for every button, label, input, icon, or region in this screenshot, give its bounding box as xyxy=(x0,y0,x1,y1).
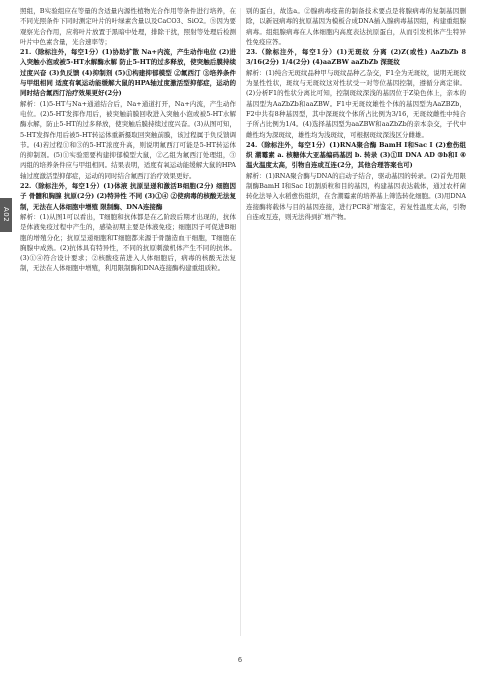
right-column xyxy=(246,6,466,638)
paragraph: 照组，B实验组应在等量的含适量内源性植物光合作用等条件进行培养，在不同光照条件下同时测定叶片的叶绿素含量以及CaCO3、SiO2。⑤因为要观察光合作用，应将叶片放置于黑暗中处理，排除干扰，照射等处理后检测叶片中色素含量，光合速率等； xyxy=(20,7,236,46)
question-24-explanation: 解析：(1)RNA聚合酶与DNA的启动子结合，驱动基因的转录。(2)首先用限制酶BamH Ⅰ和Sac Ⅰ切割质粒和目的基因，构建基因表达载体，通过农杆菌转化法导入水稻愈伤组织，在含潮霉素的培养基上筛选转化细胞。(3)用DNA连接酶将载体与目的基因连接，进行PCR扩增鉴定，若复性温度太高，引物自连或互连，则无法得到扩增产物。 xyxy=(246,171,466,221)
question-24-answer: 24.（除标注外，每空1分）(1)RNA聚合酶 BamH Ⅰ和Sac Ⅰ (2)愈伤组织 潮霉素 a. 核糖体大亚基编码基因 b. 转录 (3)①Ⅱ DNA AD ③b和Ⅰ ④温火温度太高，引物自连或互连(2分，其他合理答案也可) xyxy=(246,140,466,170)
question-22-answer: 22.（除标注外，每空1分）(1)体液 抗原呈递和激活B细胞(2分) 细胞因子 骨髓和胸腺 抗原(2分) (2)特异性 不同 (3)①④ ②使病毒的核酸无法复制，无法在人体细胞中增殖 限制酶、DNA连接酶 xyxy=(20,182,236,211)
question-23-answer: 23.（除标注外，每空1分）(1)无斑纹 分离 (2)Z(或性) AaZbZb 8 3/16(2分) 1/4(2分) (4)aaZBW aaZbZb 深斑纹 xyxy=(246,48,466,67)
left-column xyxy=(20,6,236,638)
question-21-answer: 21.（除标注外，每空1分）(1)协助扩散 Na+内流，产生动作电位 (2)进入突触小泡或被5-HT水解酶水解 防止5-HT的过多释放，使突触后膜持续过度兴奋 (3)负反馈 (4)抑制剂 (5)①构建抑郁模型 ②氟西汀 ③培养条件与甲组相同 适度有氧运动能缓解大鼠的HPA轴过度激活型抑郁症，运动的同时结合氟西汀治疗效果更好(2分) xyxy=(20,48,236,98)
question-22-explanation: 解析：(1)从图1可以看出，T细胞和抗体都是在乙阶段后期才出现的，抗体是体液免疫过程中产生的，感染初期主要是体液免疫；细胞因子可促进B细胞的增殖分化；抗原呈递细胞和T细胞都来源于骨髓造血干细胞，T细胞在胸腺中成熟。(2)抗体具有特异性，不同的抗原刺激机体产生不同的抗体。(3)①④符合设计要求；②核酸疫苗进入人体细胞后，病毒的核酸无法复制，无法在人体细胞中增殖，利用限制酶和DNA连接酶构建重组质粒。 xyxy=(20,212,236,273)
question-23-explanation: 解析：(1)纯合无斑纹品种甲与斑纹品种乙杂交，F1全为无斑纹，说明无斑纹为显性性状，斑纹与无斑纹这对性状受一对等位基因控制，遵循分离定律。(2)分析F1的性状分离比可知，控制斑纹深浅的基因位于Z染色体上，亲本的基因型为AaZbZb和aaZBW。F1中无斑纹雄性个体的基因型为AaZBZb，F2中共有8种基因型，其中深斑纹个体所占比例为3/16，无斑纹雌性中纯合子所占比例为1/4。(4)选择基因型为aaZBW和aaZbZb的亲本杂交，子代中雌性均为深斑纹，雄性均为浅斑纹，可根据斑纹深浅区分雌雄。 xyxy=(246,68,466,139)
paragraph: 别的蛋白，故选a。②腺病毒疫苗的制备技术要点是将腺病毒的复制基因删除，以新冠病毒的抗原基因为模板合成DNA插入腺病毒基因组，构建重组腺病毒。组组腺病毒在人体细胞内高度表达抗原蛋白，从而引发机体产生特异性免疫应答。 xyxy=(246,7,466,46)
column-divider xyxy=(240,8,241,636)
page-number: 6 xyxy=(237,656,243,664)
section-side-tab: A02 xyxy=(0,198,12,232)
question-21-explanation: 解析：(1)5-HT与Na+通道结合后，Na+通道打开，Na+内流，产生动作电位。(2)5-HT发挥作用后，被突触前膜回收进入突触小泡或被5-HT水解酶水解，防止5-HT的过多释放，使突触后膜持续过度兴奋。(3)从图可知，5-HT发挥作用后被5-HT转运体重新摄取回突触前膜，该过程属于负反馈调节。(4)若过程①和③的5-HT浓度升高，则说明氟西汀可能是5-HT转运体的抑制剂。(5)①实验需要构建抑郁模型大鼠，②乙组为氟西汀处理组，③丙组的培养条件应与甲组相同。结果表明，适度有氧运动能缓解大鼠的HPA轴过度激活型抑郁症，运动的同时结合氟西汀治疗效果更好。 xyxy=(20,99,236,180)
